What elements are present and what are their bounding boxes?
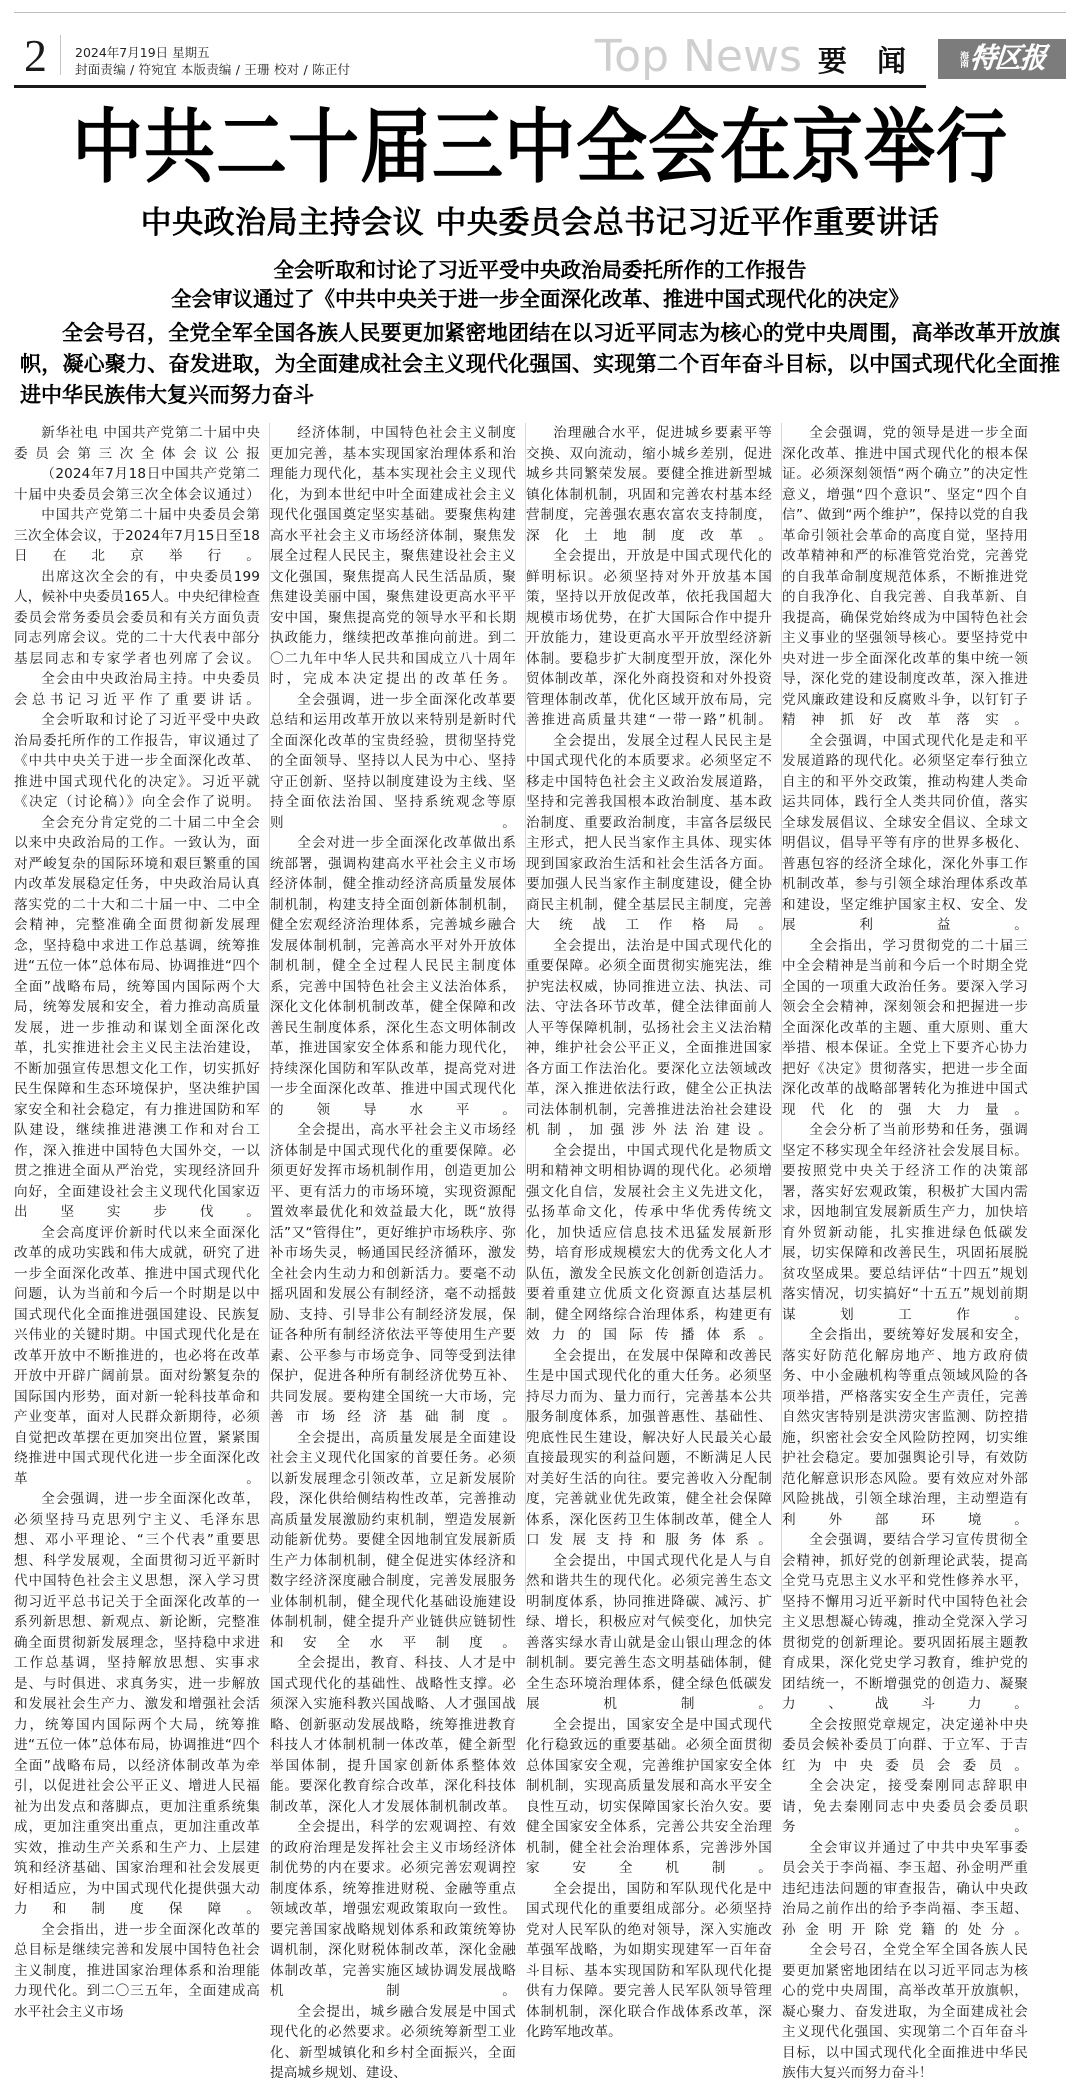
newspaper-logo bbox=[938, 39, 1066, 79]
article-paragraph: 中国共产党第二十届中央委员会第三次全体会议，于2024年7月15日至18日在北京举行。 bbox=[14, 507, 260, 564]
lead-line-2: 全会审议通过了《中共中央关于进一步全面深化改革、推进中国式现代化的决定》 bbox=[171, 287, 909, 311]
article-paragraph: 治理融合水平，促进城乡要素平等交换、双向流动，缩小城乡差别，促进城乡共同繁荣发展。要健全推进新型城镇化体制机制，巩固和完善农村基本经营制度，完善强农惠农富农支持制度，深化土地制度改革。 bbox=[526, 425, 772, 544]
article-paragraph: 全会提出，开放是中国式现代化的鲜明标识。必须坚持对外开放基本国策，坚持以开放促改革，依托我国超大规模市场优势，在扩大国际合作中提升开放能力，建设更高水平开放型经济新体制。要稳步扩大制度型开放，深化外贸体制改革，深化外商投资和对外投资管理体制改革，优化区域开放布局，完善推进高质量共建“一带一路”机制。 bbox=[526, 548, 772, 728]
article-column-3 bbox=[526, 423, 781, 2040]
article-paragraph: 全会指出，学习贯彻党的二十届三中全会精神是当前和今后一个时期全党全国的一项重大政治任务。要深入学习领会全会精神，深刻领会和把握进一步全面深化改革的主题、重大原则、重大举措、根本保证。全党上下要齐心协力把好《决定》贯彻落实，把进一步全面深化改革的战略部署转化为推进中国式现代化的强大力量。 bbox=[782, 937, 1028, 1118]
article-paragraph: 全会提出，高质量发展是全面建设社会主义现代化国家的首要任务。必须以新发展理念引领改革，立足新发展阶段，深化供给侧结构性改革，完善推动高质量发展激励约束机制，塑造发展新动能新优势。要健全因地制宜发展新质生产力体制机制，健全促进实体经济和数字经济深度融合制度，完善发展服务业体制机制，健全现代化基础设施建设体制机制，健全提升产业链供应链韧性和安全水平制度。 bbox=[270, 1429, 516, 1651]
article-paragraph: 全会提出，发展全过程人民民主是中国式现代化的本质要求。必须坚定不移走中国特色社会主义政治发展道路，坚持和完善我国根本政治制度、基本政治制度、重要政治制度，丰富各层级民主形式，把人民当家作主具体、现实体现到国家政治生活和社会生活各方面。要加强人民当家作主制度建设，健全协商民主机制，健全基层民主制度，完善大统战工作格局。 bbox=[526, 732, 772, 933]
section-title-group bbox=[594, 31, 916, 82]
article-column-4 bbox=[782, 423, 1037, 2081]
article-paragraph: 经济体制，中国特色社会主义制度更加完善，基本实现国家治理体系和治理能力现代化，基本实现社会主义现代化，为到本世纪中叶全面建成社会主义现代化强国奠定坚实基础。要聚焦构建高水平社会主义市场经济体制，聚焦发展全过程人民民主，聚焦建设社会主义文化强国，聚焦提高人民生活品质，聚焦建设美丽中国，聚焦建设更高水平平安中国，聚焦提高党的领导水平和长期执政能力，继续把改革推向前进。到二〇二九年中华人民共和国成立八十周年时，完成本决定提出的改革任务。 bbox=[270, 425, 516, 687]
article-paragraph: 全会强调，党的领导是进一步全面深化改革、推进中国式现代化的根本保证。必须深刻领悟“两个确立”的决定性意义，增强“四个意识”、坚定“四个自信”、做到“两个维护”，保持以党的自我革命引领社会革命的高度自觉，坚持用改革精神和严的标准管党治党，完善党的自我革命制度规范体系，不断推进党的自我净化、自我完善、自我革新、自我提高，确保党始终成为中国特色社会主义事业的坚强领导核心。要坚持党中央对进一步全面深化改革的集中统一领导，深化党的建设制度改革，深入推进党风廉政建设和反腐败斗争，以钉钉子精神抓好改革落实。 bbox=[782, 425, 1028, 728]
dateline-block bbox=[75, 44, 350, 81]
article-paragraph: 全会高度评价新时代以来全面深化改革的成功实践和伟大成就，研究了进一步全面深化改革、推进中国式现代化问题，认为当前和今后一个时期是以中国式现代化全面推进强国建设、民族复兴伟业的关键时期。中国式现代化是在改革开放中不断推进的，也必将在改革开放中开辟广阔前景。面对纷繁复杂的国际国内形势，面对新一轮科技革命和产业变革，面对人民群众新期待，必须自觉把改革摆在更加突出位置，紧紧围绕推进中国式现代化进一步全面深化改革。 bbox=[14, 1224, 260, 1487]
lead-paragraph: 全会号召，全党全军全国各族人民要更加紧密地团结在以习近平同志为核心的党中央周围，高举改革开放旗帜，凝心聚力、奋发进取，为全面建成社会主义现代化强国、实现第二个百年奋斗目标，以中国式现代化全面推进中华民族伟大复兴而努力奋斗 bbox=[20, 321, 1060, 407]
article-paragraph: 全会强调，进一步全面深化改革，必须坚持马克思列宁主义、毛泽东思想、邓小平理论、“三个代表”重要思想、科学发展观，全面贯彻习近平新时代中国特色社会主义思想，深入学习贯彻习近平总书记关于全面深化改革的一系列新思想、新观点、新论断，完整准确全面贯彻新发展理念，坚持稳中求进工作总基调，坚持解放思想、实事求是、与时俱进、求真务实，进一步解放和发展社会生产力、激发和增强社会活力，统筹国内国际两个大局，统筹推进“五位一体”总体布局，协调推进“四个全面”战略布局，以经济体制改革为牵引，以促进社会公平正义、增进人民福祉为出发点和落脚点，更加注重系统集成，更加注重突出重点，更加注重改革实效，推动生产关系和生产力、上层建筑和经济基础、国家治理和社会发展更好相适应，为中国式现代化提供强大动力和制度保障。 bbox=[14, 1491, 260, 1917]
article-paragraph: 全会号召，全党全军全国各族人民要更加紧密地团结在以习近平同志为核心的党中央周围，高举改革开放旗帜，凝心聚力、奋发进取，为全面建成社会主义现代化强国、实现第二个百年奋斗目标，以中国式现代化全面推进中华民族伟大复兴而努力奋斗！ bbox=[782, 1942, 1028, 2081]
article-paragraph: 全会指出，进一步全面深化改革的总目标是继续完善和发展中国特色社会主义制度，推进国家治理体系和治理能力现代化。到二〇三五年，全面建成高水平社会主义市场 bbox=[14, 1921, 260, 2020]
masthead-rule-row bbox=[14, 81, 1066, 88]
article-paragraph: 全会提出，中国式现代化是物质文明和精神文明相协调的现代化。必须增强文化自信，发展社会主义先进文化，弘扬革命文化，传承中华优秀传统文化，加快适应信息技术迅猛发展新形势，培育形成规模宏大的优秀文化人才队伍，激发全民族文化创新创造活力。要着重建立优质文化资源直达基层机制，健全网络综合治理体系，构建更有效力的国际传播体系。 bbox=[526, 1142, 772, 1343]
section-title-english: Top News bbox=[594, 31, 802, 82]
article-paragraph: 全会强调，要结合学习宣传贯彻全会精神，抓好党的创新理论武装，提高全党马克思主义水平和党性修养水平，坚持不懈用习近平新时代中国特色社会主义思想凝心铸魂，推动全党深入学习贯彻党的创新理论。要巩固拓展主题教育成果，深化党史学习教育，维护党的团结统一，不断增强党的创造力、凝聚力、战斗力。 bbox=[782, 1532, 1028, 1712]
folio-divider bbox=[60, 35, 61, 75]
article-paragraph: 出席这次全会的有，中央委员199人，候补中央委员165人。中央纪律检查委员会常务委员会委员和有关方面负责同志列席会议。党的二十大代表中部分基层同志和专家学者也列席了会议。 bbox=[14, 568, 260, 667]
article-paragraph: 全会提出，高水平社会主义市场经济体制是中国式现代化的重要保障。必须更好发挥市场机制作用，创造更加公平、更有活力的市场环境，实现资源配置效率最优化和效益最大化，既“放得活”又“管得住”，更好维护市场秩序、弥补市场失灵，畅通国民经济循环，激发全社会内生动力和创新活力。要毫不动摇巩固和发展公有制经济，毫不动摇鼓励、支持、引导非公有制经济发展，保证各种所有制经济依法平等使用生产要素、公平参与市场竞争、同等受到法律保护，促进各种所有制经济优势互补、共同发展。要构建全国统一大市场，完善市场经济基础制度。 bbox=[270, 1122, 516, 1425]
logo-prefix-text: 海南 bbox=[958, 50, 969, 68]
article-paragraph: 全会强调，中国式现代化是走和平发展道路的现代化。必须坚定奉行独立自主的和平外交政策，推动构建人类命运共同体，践行全人类共同价值，落实全球发展倡议、全球安全倡议、全球文明倡议，倡导平等有序的世界多极化、普惠包容的经济全球化，深化外事工作机制改革，参与引领全球治理体系改革和建设，坚定维护国家主权、安全、发展利益。 bbox=[782, 732, 1028, 933]
article-column-2 bbox=[270, 423, 525, 2081]
article-paragraph: 全会分析了当前形势和任务，强调坚定不移实现全年经济社会发展目标。要按照党中央关于经济工作的决策部署，落实好宏观政策，积极扩大国内需求，因地制宜发展新质生产力，加快培育外贸新动能，扎实推进绿色低碳发展，切实保障和改善民生，巩固拓展脱贫攻坚成果。要总结评估“十四五”规划落实情况，切实搞好“十五五”规划前期谋划工作。 bbox=[782, 1122, 1028, 1323]
article-paragraph: 全会强调，进一步全面深化改革要总结和运用改革开放以来特别是新时代全面深化改革的宝贵经验，贯彻坚持党的全面领导、坚持以人民为中心、坚持守正创新、坚持以制度建设为主线、坚持全面依法治国、坚持系统观念等原则。 bbox=[270, 691, 516, 831]
article-paragraph: 全会由中央政治局主持。中央委员会总书记习近平作了重要讲话。 bbox=[14, 671, 260, 708]
page-number: 2 bbox=[24, 30, 46, 81]
masthead bbox=[14, 13, 1066, 81]
article-paragraph: 全会提出，教育、科技、人才是中国式现代化的基础性、战略性支撑。必须深入实施科教兴国战略、人才强国战略、创新驱动发展战略，统筹推进教育科技人才体制机制一体改革，健全新型举国体制，提升国家创新体系整体效能。要深化教育综合改革，深化科技体制改革，深化人才发展体制机制改革。 bbox=[270, 1655, 516, 1815]
article-paragraph: 全会审议并通过了中共中央军事委员会关于李尚福、李玉超、孙金明严重违纪违法问题的审查报告，确认中央政治局之前作出的给予李尚福、李玉超、孙金明开除党籍的处分。 bbox=[782, 1839, 1028, 1938]
article-columns bbox=[14, 423, 1066, 2081]
article-paragraph: （2024年7月18日中国共产党第二十届中央委员会第三次全体会议通过） bbox=[14, 466, 260, 503]
article-paragraph: 全会提出，国防和军队现代化是中国式现代化的重要组成部分。必须坚持党对人民军队的绝对领导，深入实施改革强军战略，为如期实现建军一百年奋斗目标、基本实现国防和军队现代化提供有力保障。要完善人民军队领导管理体制机制，深化联合作战体系改革，深化跨军地改革。 bbox=[526, 1880, 772, 2040]
lead-block bbox=[14, 256, 1066, 411]
article-paragraph: 全会决定，接受秦刚同志辞职申请，免去秦刚同志中央委员会委员职务。 bbox=[782, 1778, 1028, 1835]
editor-credits: 封面责编 / 符宛宜 本版责编 / 王珊 校对 / 陈正付 bbox=[75, 62, 351, 77]
newspaper-page bbox=[0, 12, 1080, 2081]
article-paragraph: 全会对进一步全面深化改革做出系统部署，强调构建高水平社会主义市场经济体制，健全推动经济高质量发展体制机制，构建支持全面创新体制机制，健全宏观经济治理体系，完善城乡融合发展体制机制，完善高水平对外开放体制机制，健全全过程人民民主制度体系，完善中国特色社会主义法治体系，深化文化体制机制改革，健全保障和改善民生制度体系，深化生态文明体制改革，推进国家安全体系和能力现代化，持续深化国防和军队改革，提高党对进一步全面深化改革、推进中国式现代化的领导水平。 bbox=[270, 835, 516, 1118]
masthead-rule bbox=[14, 85, 926, 88]
article-paragraph: 全会提出，中国式现代化是人与自然和谐共生的现代化。必须完善生态文明制度体系，协同推进降碳、减污、扩绿、增长，积极应对气候变化，加快完善落实绿水青山就是金山银山理念的体制机制。要完善生态文明基础体制，健全生态环境治理体系，健全绿色低碳发展机制。 bbox=[526, 1552, 772, 1712]
article-paragraph: 全会提出，科学的宏观调控、有效的政府治理是发挥社会主义市场经济体制优势的内在要求。必须完善宏观调控制度体系，统筹推进财税、金融等重点领域改革，增强宏观政策取向一致性。要完善国家战略规划体系和政策统筹协调机制，深化财税体制改革，深化金融体制改革，完善实施区域协调发展战略机制。 bbox=[270, 1819, 516, 1999]
logo-name-text: 特区报 bbox=[968, 42, 1048, 76]
publication-date: 2024年7月19日 星期五 bbox=[75, 45, 210, 60]
section-title-chinese: 要 闻 bbox=[817, 44, 916, 78]
article-paragraph: 全会提出，城乡融合发展是中国式现代化的必然要求。必须统筹新型工业化、新型城镇化和乡村全面振兴，全面提高城乡规划、建设、 bbox=[270, 2003, 516, 2081]
page-subheadline: 中央政治局主持会议 中央委员会总书记习近平作重要讲话 bbox=[140, 205, 940, 241]
article-paragraph: 全会充分肯定党的二十届二中全会以来中央政治局的工作。一致认为，面对严峻复杂的国际环境和艰巨繁重的国内改革发展稳定任务，中央政治局认真落实党的二十大和二十届一中、二中全会精神，完整准确全面贯彻新发展理念，坚持稳中求进工作总基调，统筹推进“五位一体”总体布局、协调推进“四个全面”战略布局，统筹国内国际两个大局，统筹发展和安全，着力推动高质量发展，进一步推动和谋划全面深化改革，扎实推进社会主义民主法治建设，不断加强宣传思想文化工作，切实抓好民生保障和生态环境保护，坚决维护国家安全和社会稳定，有力推进国防和军队建设，继续推进港澳工作和对台工作，深入推进中国特色大国外交，一以贯之推进全面从严治党，实现经济回升向好，全面建设社会主义现代化国家迈出坚实步伐。 bbox=[14, 814, 260, 1220]
lead-line-1: 全会听取和讨论了习近平受中央政治局委托所作的工作报告 bbox=[273, 258, 807, 282]
article-paragraph: 全会指出，要统筹好发展和安全，落实好防范化解房地产、地方政府债务、中小金融机构等重点领域风险的各项举措，严格落实安全生产责任，完善自然灾害特别是洪涝灾害监测、防控措施，织密社会安全风险防控网，切实维护社会稳定。要加强舆论引导，有效防范化解意识形态风险。要有效应对外部风险挑战，引领全球治理，主动塑造有利外部环境。 bbox=[782, 1327, 1028, 1528]
article-paragraph: 全会提出，在发展中保障和改善民生是中国式现代化的重大任务。必须坚持尽力而为、量力而行，完善基本公共服务制度体系，加强普惠性、基础性、兜底性民生建设，解决好人民最关心最直接最现实的利益问题，不断满足人民对美好生活的向往。要完善收入分配制度，完善就业优先政策，健全社会保障体系，深化医药卫生体制改革，健全人口发展支持和服务体系。 bbox=[526, 1347, 772, 1548]
article-paragraph: 全会提出，法治是中国式现代化的重要保障。必须全面贯彻实施宪法，维护宪法权威，协同推进立法、执法、司法、守法各环节改革，健全法律面前人人平等保障机制，弘扬社会主义法治精神，维护社会公平正义，全面推进国家各方面工作法治化。要深化立法领域改革，深入推进依法行政，健全公正执法司法体制机制，完善推进法治社会建设机制，加强涉外法治建设。 bbox=[526, 937, 772, 1138]
article-paragraph: 全会提出，国家安全是中国式现代化行稳致远的重要基础。必须全面贯彻总体国家安全观，完善维护国家安全体制机制，实现高质量发展和高水平安全良性互动，切实保障国家长治久安。要健全国家安全体系，完善公共安全治理机制，健全社会治理体系，完善涉外国家安全机制。 bbox=[526, 1716, 772, 1876]
page-headline: 中共二十届三中全会在京举行 bbox=[71, 99, 1008, 195]
article-paragraph: 新华社电 中国共产党第二十届中央委员会第三次全体会议公报 bbox=[14, 425, 260, 462]
article-paragraph: 全会按照党章规定，决定递补中央委员会候补委员丁向群、于立军、于吉红为中央委员会委员。 bbox=[782, 1716, 1028, 1774]
article-column-1 bbox=[14, 423, 269, 2020]
article-paragraph: 全会听取和讨论了习近平受中央政治局委托所作的工作报告，审议通过了《中共中央关于进一步全面深化改革、推进中国式现代化的决定》。习近平就《决定（讨论稿）》向全会作了说明。 bbox=[14, 712, 260, 810]
